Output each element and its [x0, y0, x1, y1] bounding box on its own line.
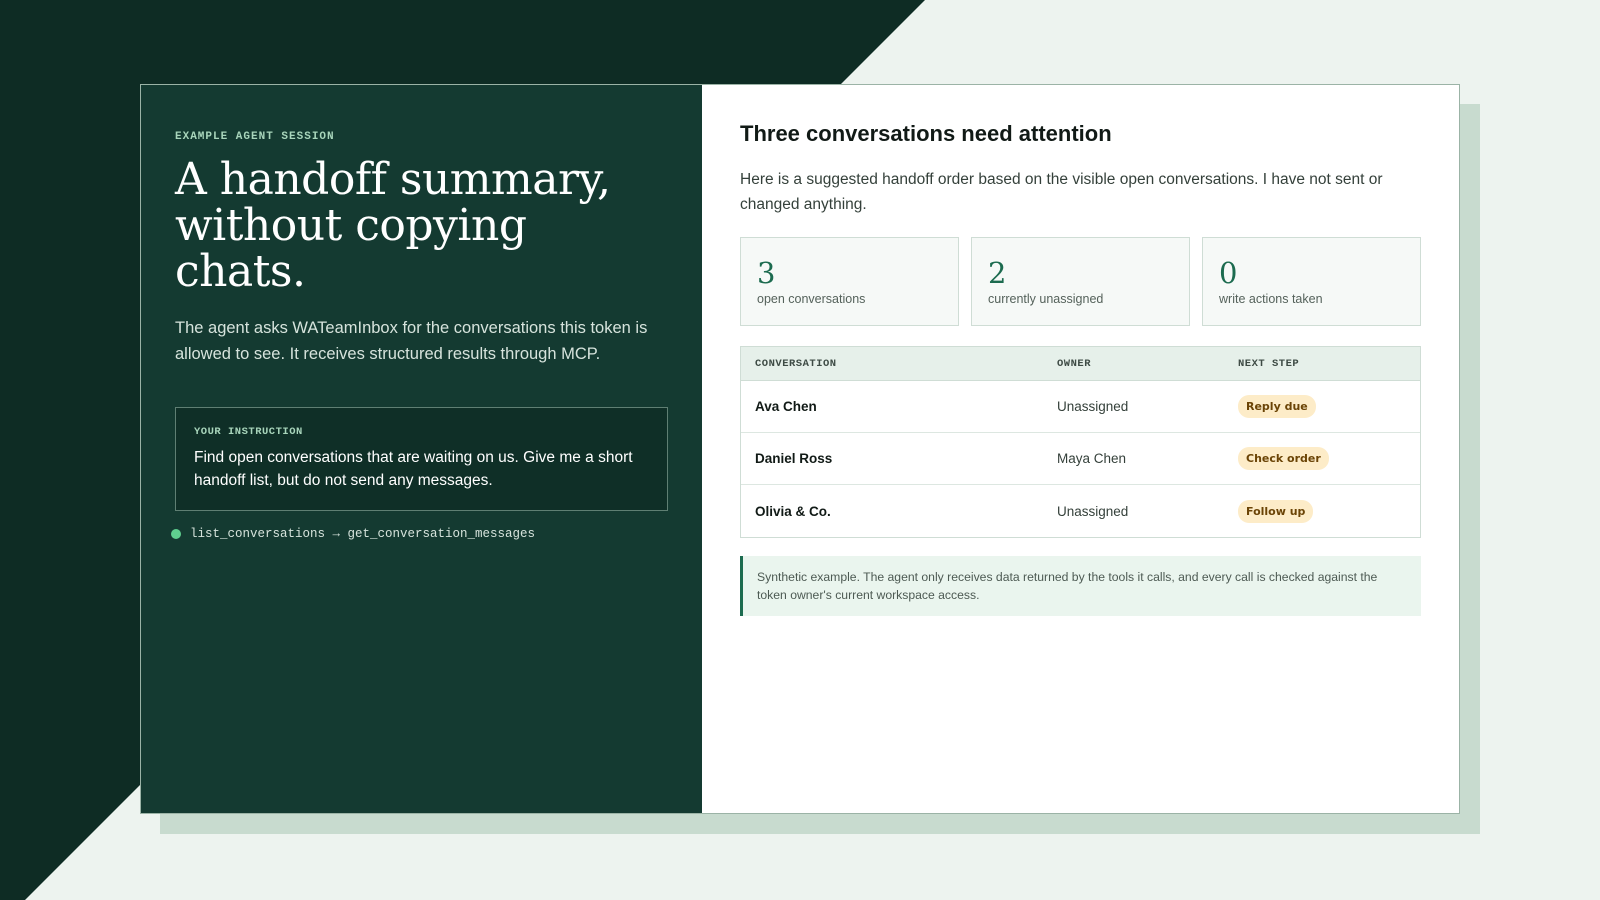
conversation-name: Ava Chen: [755, 399, 817, 414]
stat-value: 2: [988, 256, 1007, 290]
owner-name: Unassigned: [1057, 399, 1129, 414]
conversation-name: Daniel Ross: [755, 451, 833, 466]
synthetic-example-note: Synthetic example. The agent only receives data returned by the tools it calls, and every call is checked against the token owner's current workspace access.: [740, 556, 1421, 616]
stat-caption: currently unassigned: [988, 292, 1104, 306]
column-header-conversation: CONVERSATION: [755, 357, 837, 370]
session-card: [140, 84, 1460, 814]
tool-call-trace: [175, 527, 668, 541]
table-row[interactable]: [741, 433, 1420, 485]
eyebrow-label: EXAMPLE AGENT SESSION: [175, 131, 335, 143]
stat-value: 0: [1219, 256, 1238, 290]
stat-value: 3: [757, 256, 776, 290]
status-dot-icon: [171, 529, 181, 539]
tool-call-text: list_conversations → get_conversation_messages: [190, 527, 536, 541]
owner-name: Unassigned: [1057, 503, 1129, 519]
headline: [175, 154, 668, 297]
headline-line-1: A handoff summary,: [175, 154, 611, 205]
owner-name: Maya Chen: [1057, 451, 1127, 466]
next-step-badge: Reply due: [1238, 395, 1316, 418]
next-step-badge: Check order: [1238, 447, 1329, 470]
table-header: [741, 347, 1420, 381]
table-row[interactable]: [741, 381, 1420, 433]
stat-open-conversations: [740, 237, 959, 326]
headline-line-2: without copying chats.: [175, 200, 527, 297]
conversation-name: Olivia & Co.: [755, 503, 831, 519]
result-intro: Here is a suggested handoff order based on the visible open conversations. I have not sent or changed anything.: [740, 171, 1383, 213]
stat-currently-unassigned: [971, 237, 1190, 326]
handoff-table: [740, 346, 1421, 538]
column-header-next-step: NEXT STEP: [1238, 357, 1300, 370]
result-panel: [702, 85, 1459, 813]
stat-caption: open conversations: [757, 292, 866, 306]
stat-write-actions: [1202, 237, 1421, 326]
stat-caption: write actions taken: [1219, 292, 1323, 306]
instruction-label: YOUR INSTRUCTION: [194, 426, 303, 438]
table-row[interactable]: [741, 485, 1420, 537]
lede-text: The agent asks WATeamInbox for the conversations this token is allowed to see. It receives structured results through MCP.: [175, 319, 648, 363]
result-title: Three conversations need attention: [740, 121, 1112, 146]
session-panel: [141, 85, 702, 813]
next-step-badge: Follow up: [1238, 500, 1313, 523]
instruction-text: Find open conversations that are waiting on us. Give me a short handoff list, but do not send any messages.: [194, 449, 633, 489]
stats-row: [740, 237, 1421, 326]
column-header-owner: OWNER: [1057, 357, 1092, 370]
instruction-box: [175, 407, 668, 511]
